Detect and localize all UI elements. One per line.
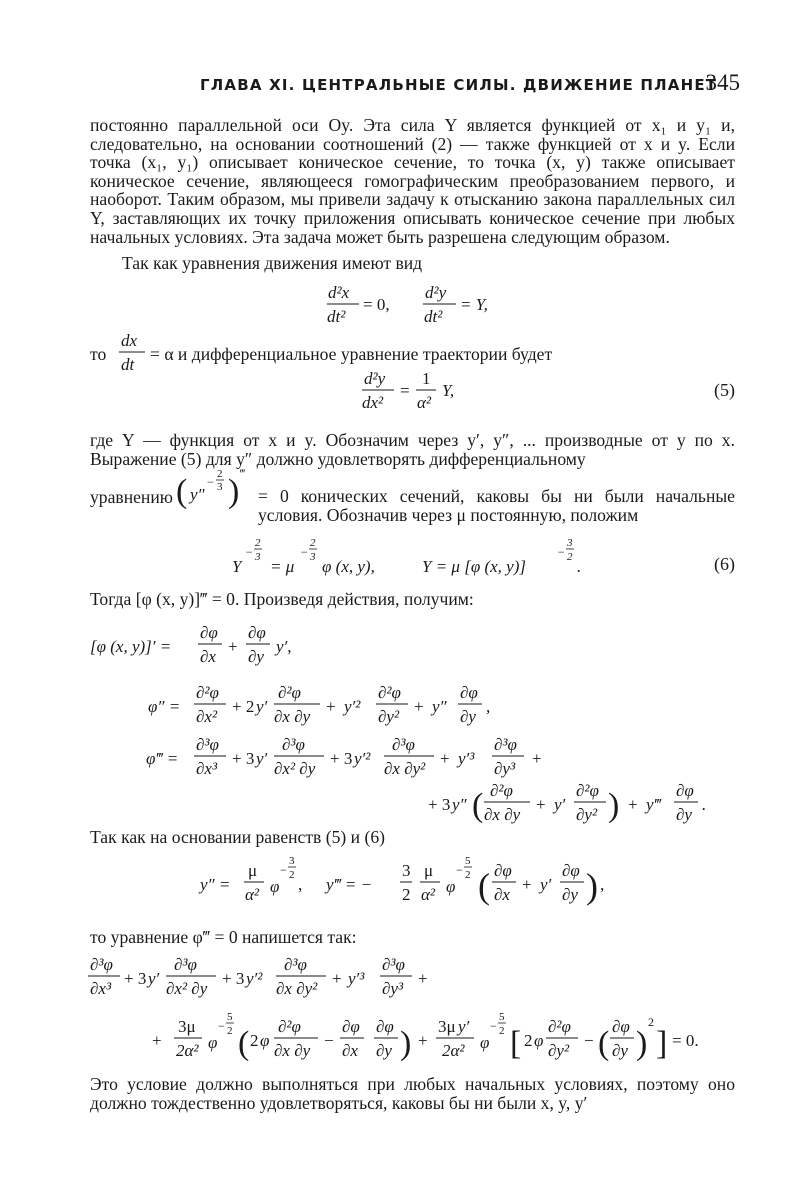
svg-text:∂²φ: ∂²φ: [278, 1017, 301, 1036]
svg-text:+ 3: + 3: [232, 749, 255, 768]
paragraph-1: [90, 116, 735, 246]
paragraph-4: [90, 431, 735, 468]
svg-text:∂²φ: ∂²φ: [378, 683, 401, 702]
svg-text:∂²φ: ∂²φ: [196, 683, 219, 702]
paragraph-2-text: Так как уравнения движения имеют вид: [122, 253, 423, 273]
svg-text:+ 3: + 3: [222, 969, 245, 988]
svg-text:μ: μ: [248, 861, 258, 880]
equation-6: [232, 534, 592, 584]
svg-text:2: 2: [250, 1031, 259, 1050]
svg-text:): ): [608, 787, 620, 824]
eq5-rhs: Y,: [442, 381, 455, 400]
equation-6-number: (6): [714, 554, 735, 574]
svg-text:+ 3: + 3: [428, 795, 451, 814]
paragraph-8: [90, 928, 735, 947]
svg-text:∂x² ∂y: ∂x² ∂y: [166, 979, 208, 998]
svg-text:∂x² ∂y: ∂x² ∂y: [274, 759, 316, 778]
svg-text:2: 2: [227, 1025, 233, 1037]
equation-5-number: (5): [714, 380, 735, 400]
svg-text:y″: y″: [432, 697, 447, 716]
svg-text:(: (: [472, 787, 484, 824]
paragraph-6-text: Тогда [φ (x, y)]‴ = 0. Произведя действия, получим:: [90, 589, 474, 609]
svg-text:(: (: [176, 473, 188, 510]
phi2-lhs: φ″ =: [148, 697, 181, 716]
svg-text:y‴: y‴: [646, 795, 661, 814]
paragraph-2: [90, 254, 735, 273]
svg-text:∂y²: ∂y²: [378, 707, 400, 726]
svg-text:∂φ: ∂φ: [248, 623, 266, 642]
svg-text:∂²φ: ∂²φ: [576, 781, 599, 800]
svg-text:): ): [228, 473, 240, 510]
svg-text:2α²: 2α²: [442, 1041, 465, 1060]
svg-text:+: +: [418, 969, 428, 988]
svg-text:2: 2: [310, 537, 316, 549]
eq6-part-b: Y = μ [φ (x, y)]: [422, 557, 527, 576]
svg-text:φ: φ: [534, 1031, 544, 1050]
svg-text:[: [: [510, 1025, 522, 1062]
svg-text:∂³φ: ∂³φ: [282, 735, 305, 754]
svg-text:−: −: [584, 1031, 594, 1050]
svg-text:∂y: ∂y: [562, 885, 578, 904]
svg-text:−: −: [557, 545, 566, 559]
svg-text:∂y: ∂y: [460, 707, 476, 726]
svg-text:∂³φ: ∂³φ: [392, 735, 415, 754]
svg-text:2α²: 2α²: [176, 1041, 199, 1060]
running-header: [200, 70, 740, 98]
chapter-title: ГЛАВА XI. ЦЕНТРАЛЬНЫЕ СИЛЫ. ДВИЖЕНИЕ ПЛАНЕТ: [200, 76, 718, 94]
svg-text:∂x: ∂x: [200, 647, 216, 666]
paragraph-3-suffix: = α и дифференциальное уравнение траектории будет: [150, 344, 553, 364]
eq6-part-a: φ (x, y),: [322, 557, 375, 576]
svg-text:∂x ∂y: ∂x ∂y: [274, 707, 311, 726]
svg-text:∂x³: ∂x³: [90, 979, 112, 998]
svg-text:−: −: [218, 1019, 225, 1033]
svg-text:∂x ∂y: ∂x ∂y: [484, 805, 521, 824]
svg-text:∂²φ: ∂²φ: [490, 781, 513, 800]
svg-text:.: .: [577, 557, 582, 576]
svg-text:= 0.: = 0.: [672, 1031, 699, 1050]
svg-text:y′: y′: [256, 749, 268, 768]
svg-text:= μ: = μ: [270, 557, 295, 576]
page-number: 345: [705, 70, 740, 95]
svg-text:y′: y′: [256, 697, 268, 716]
paragraph-9-text: Это условие должно выполняться при любых начальных условиях, поэтому оно должно тождественно удовлетворяться, каковы бы ни были x, y, y′: [90, 1074, 735, 1113]
svg-text:): ): [636, 1025, 648, 1062]
motion-eq-zero: = 0,: [363, 295, 390, 314]
svg-text:α²: α²: [417, 393, 432, 412]
svg-text:d²y: d²y: [425, 283, 447, 302]
svg-text:∂x²: ∂x²: [196, 707, 218, 726]
svg-text:∂φ: ∂φ: [494, 861, 512, 880]
svg-text:+: +: [326, 697, 336, 716]
svg-text:2: 2: [402, 885, 411, 904]
svg-text:∂φ: ∂φ: [612, 1017, 630, 1036]
svg-text:(: (: [238, 1025, 250, 1062]
svg-text:∂y: ∂y: [376, 1041, 392, 1060]
svg-text:∂y²: ∂y²: [576, 805, 598, 824]
svg-text:+ 3: + 3: [330, 749, 353, 768]
svg-text:dt²: dt²: [424, 307, 443, 326]
svg-text:dx²: dx²: [362, 393, 384, 412]
svg-text:φ: φ: [270, 877, 280, 896]
svg-text:∂x: ∂x: [342, 1041, 358, 1060]
svg-text:3: 3: [289, 855, 295, 867]
svg-text:∂y: ∂y: [676, 805, 692, 824]
svg-text:∂x ∂y²: ∂x ∂y²: [276, 979, 318, 998]
paragraph-5-prefix: уравнению: [90, 487, 173, 507]
svg-text:+ 2: + 2: [232, 697, 255, 716]
svg-text:∂y: ∂y: [248, 647, 264, 666]
svg-text:3μ: 3μ: [178, 1017, 196, 1036]
svg-text:+: +: [532, 749, 542, 768]
svg-text:−: −: [245, 545, 254, 559]
svg-text:3: 3: [217, 481, 223, 493]
svg-text:,: ,: [486, 697, 491, 716]
svg-text:+: +: [332, 969, 342, 988]
svg-text:): ): [400, 1025, 412, 1062]
derivative-expansions: [88, 616, 748, 826]
paragraph-6: [90, 590, 735, 609]
svg-text:y′: y′: [148, 969, 160, 988]
svg-text:+: +: [522, 875, 532, 894]
paragraph-9: [90, 1075, 735, 1112]
paragraph-8-text: то уравнение φ‴ = 0 напишется так:: [90, 927, 357, 947]
second-third-derivatives: [196, 852, 636, 916]
svg-text:y″: y″: [190, 485, 205, 504]
svg-text:∂³φ: ∂³φ: [284, 955, 307, 974]
phi1-lhs: [φ (x, y)]′ =: [90, 637, 172, 656]
svg-text:5: 5: [465, 855, 471, 867]
svg-text:Y: Y: [232, 557, 242, 576]
yppp-lhs: y‴ = −: [326, 875, 373, 894]
svg-text:∂²φ: ∂²φ: [278, 683, 301, 702]
conic-ode: [176, 464, 256, 510]
paragraph-7: [90, 828, 735, 847]
svg-text:α²: α²: [421, 885, 436, 904]
svg-text:∂³φ: ∂³φ: [494, 735, 517, 754]
svg-text:∂x³: ∂x³: [196, 759, 218, 778]
svg-text:+: +: [628, 795, 638, 814]
svg-text:φ: φ: [480, 1033, 490, 1052]
svg-text:y′,: y′,: [276, 637, 292, 656]
svg-text:α²: α²: [245, 885, 260, 904]
paragraph-4-text: где Y — функция от x и y. Обозначим через y′, y″, ... производные от y по x. Выражение (5) для y″ должно удовлетворять дифференциальному: [90, 430, 735, 469]
svg-text:(: (: [598, 1025, 610, 1062]
svg-text:∂φ: ∂φ: [562, 861, 580, 880]
svg-text:2: 2: [465, 869, 471, 881]
paragraph-7-text: Так как на основании равенств (5) и (6): [90, 827, 385, 847]
paragraph-1-text: постоянно параллельной оси Oy. Эта сила Y является функцией от x₁ и y₁ и, следовательно, на основании соотношений (2) — также функцией от x и y. Если точка (x₁, y₁) описывает коническое сечение, то точка (x, y) также описывает коническое сечение, являющееся гомографическим преобразованием первого, и наоборот. Таким образом, мы привели задачу к отысканию закона параллельных сил Y, заставляющих их точку приложения описывать коническое сечение при любых начальных условиях. Эта задача может быть разрешена следующим образом.: [90, 115, 735, 247]
svg-text:3: 3: [255, 551, 261, 563]
svg-text:3: 3: [402, 861, 411, 880]
svg-text:d²y: d²y: [364, 369, 386, 388]
svg-text:−: −: [280, 863, 287, 877]
motion-eq-Y: = Y,: [460, 295, 488, 314]
svg-text:‴: ‴: [239, 466, 245, 481]
svg-text:y′: y′: [458, 1017, 470, 1036]
svg-text:5: 5: [499, 1011, 505, 1023]
svg-text:∂³φ: ∂³φ: [90, 955, 113, 974]
svg-text:∂³φ: ∂³φ: [382, 955, 405, 974]
svg-text:y′³: y′³: [458, 749, 475, 768]
svg-text:+ 3: + 3: [124, 969, 147, 988]
svg-text:∂y: ∂y: [612, 1041, 628, 1060]
svg-text:3: 3: [567, 537, 573, 549]
final-equation: [86, 950, 736, 1068]
svg-text:dx: dx: [121, 331, 138, 350]
svg-text:d²x: d²x: [328, 283, 350, 302]
svg-text:∂y²: ∂y²: [548, 1041, 570, 1060]
svg-text:∂φ: ∂φ: [376, 1017, 394, 1036]
svg-text:2: 2: [648, 1015, 654, 1029]
svg-text:dt²: dt²: [327, 307, 346, 326]
svg-text:y′³: y′³: [348, 969, 365, 988]
svg-text:+: +: [414, 697, 424, 716]
svg-text:∂³φ: ∂³φ: [196, 735, 219, 754]
svg-text:−: −: [324, 1031, 334, 1050]
svg-text:+: +: [228, 637, 238, 656]
svg-text:+: +: [440, 749, 450, 768]
svg-text:∂²φ: ∂²φ: [548, 1017, 571, 1036]
svg-text:∂φ: ∂φ: [342, 1017, 360, 1036]
svg-text:,: ,: [298, 875, 303, 894]
svg-text:2: 2: [217, 468, 223, 480]
svg-text:−: −: [490, 1019, 497, 1033]
svg-text:+: +: [536, 795, 546, 814]
svg-text:y′²: y′²: [344, 697, 361, 716]
svg-text:+: +: [418, 1031, 428, 1050]
svg-text:∂φ: ∂φ: [676, 781, 694, 800]
svg-text:2: 2: [499, 1025, 505, 1037]
svg-text:=: =: [400, 381, 410, 400]
svg-text:φ: φ: [208, 1033, 218, 1052]
svg-text:2: 2: [255, 537, 261, 549]
svg-text:−: −: [300, 545, 309, 559]
svg-text:∂φ: ∂φ: [460, 683, 478, 702]
ypp-lhs: y″ =: [200, 875, 231, 894]
svg-text:+: +: [152, 1031, 162, 1050]
svg-text:3μ: 3μ: [438, 1017, 456, 1036]
svg-text:φ: φ: [260, 1031, 270, 1050]
paragraph-5-suffix-text: = 0 конических сечений, каковы бы ни были начальные условия. Обозначив через μ постоянную, положим: [258, 486, 735, 525]
svg-text:y′²: y′²: [246, 969, 263, 988]
dxdt-fraction: [115, 330, 155, 374]
svg-text:2: 2: [524, 1031, 533, 1050]
svg-text:∂y³: ∂y³: [494, 759, 516, 778]
svg-text:y′: y′: [554, 795, 566, 814]
svg-text:μ: μ: [424, 861, 434, 880]
svg-text:3: 3: [310, 551, 316, 563]
svg-text:−: −: [456, 863, 463, 877]
svg-text:2: 2: [289, 869, 295, 881]
svg-text:y″: y″: [452, 795, 467, 814]
svg-text:]: ]: [656, 1025, 668, 1062]
svg-text:1: 1: [422, 369, 431, 388]
paragraph-5-suffix-a: [258, 487, 735, 524]
paragraph-3-prefix: то: [90, 344, 107, 364]
equation-5: [360, 368, 500, 412]
svg-text:.: .: [702, 795, 707, 814]
svg-text:5: 5: [227, 1011, 233, 1023]
svg-text:∂y³: ∂y³: [382, 979, 404, 998]
svg-text:(: (: [478, 866, 490, 906]
svg-text:∂φ: ∂φ: [200, 623, 218, 642]
svg-text:,: ,: [600, 875, 605, 894]
motion-equations: [325, 282, 505, 326]
svg-text:y′²: y′²: [354, 749, 371, 768]
phi3-lhs: φ‴ =: [146, 749, 179, 768]
svg-text:∂³φ: ∂³φ: [174, 955, 197, 974]
svg-text:dt: dt: [121, 355, 135, 374]
svg-text:∂x ∂y²: ∂x ∂y²: [384, 759, 426, 778]
svg-text:2: 2: [567, 551, 573, 563]
svg-text:∂x: ∂x: [494, 885, 510, 904]
svg-text:): ): [586, 866, 598, 906]
svg-text:∂x ∂y: ∂x ∂y: [274, 1041, 311, 1060]
svg-text:φ: φ: [446, 877, 456, 896]
svg-text:−: −: [207, 475, 214, 489]
svg-text:y′: y′: [540, 875, 552, 894]
